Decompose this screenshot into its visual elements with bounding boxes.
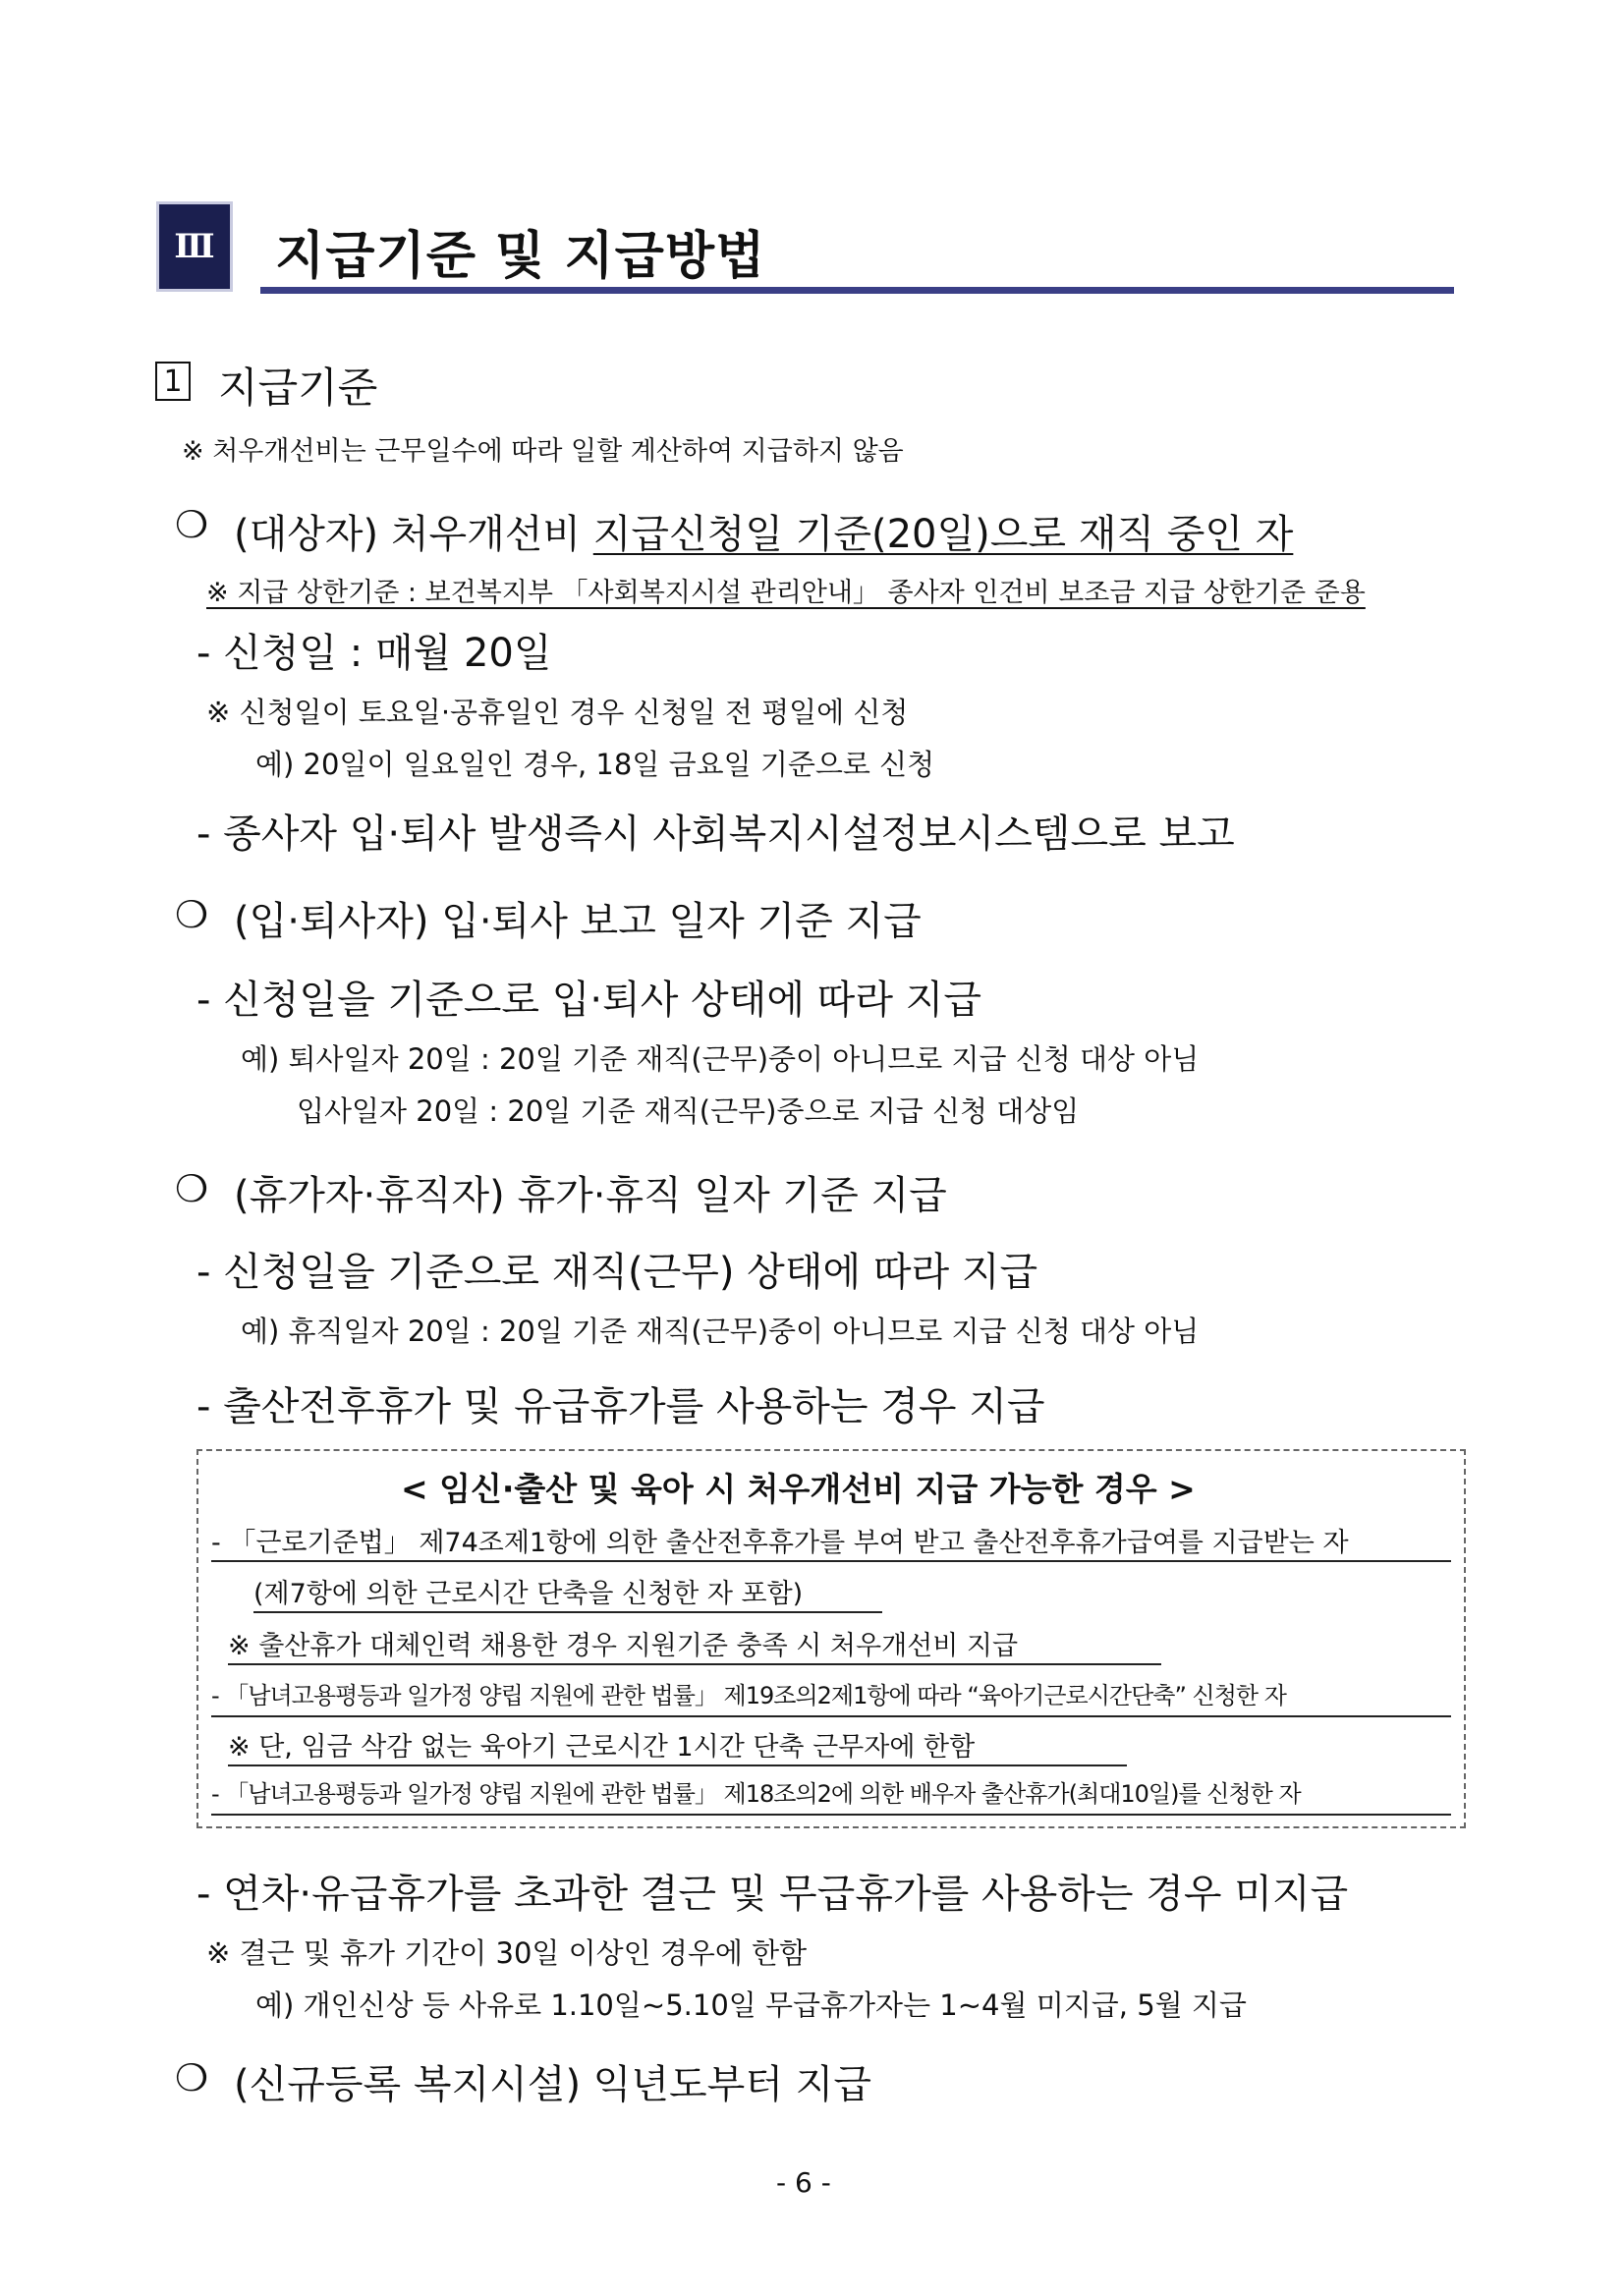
section-number-box: [155, 362, 191, 401]
chapter-underline: [260, 287, 1454, 294]
note-holiday: ※ 신청일이 토요일·공휴일인 경우 신청일 전 평일에 신청: [206, 696, 909, 729]
bullet-target-staff: [234, 503, 1293, 559]
dash-join-leave-status: - 신청일을 기준으로 입·퇴사 상태에 따라 지급: [196, 978, 981, 1023]
bullet-new-facility: (신규등록 복지시설) 익년도부터 지급: [234, 2062, 871, 2107]
dash-unpaid-leave: - 연차·유급휴가를 초과한 결근 및 무급휴가를 사용하는 경우 미지급: [196, 1872, 1349, 1917]
page-number: - 6 -: [776, 2166, 831, 2199]
dash-application-date: - 신청일 : 매월 20일: [196, 631, 552, 676]
dash-report: - 종사자 입·퇴사 발생즉시 사회복지시설정보시스템으로 보고: [196, 812, 1235, 857]
example-unpaid: 예) 개인신상 등 사유로 1.10일~5.10일 무급휴가자는 1~4월 미지급, 5월 지급: [255, 1988, 1247, 2022]
note-30-days: ※ 결근 및 휴가 기간이 30일 이상인 경우에 한함: [206, 1936, 808, 1970]
notice-row: - 「남녀고용평등과 일가정 양립 지원에 관한 법률」 제19조의2제1항에 따라 “육아기근로시간단축” 신청한 자: [211, 1676, 1451, 1717]
example-sunday: 예) 20일이 일요일인 경우, 18일 금요일 기준으로 신청: [255, 748, 935, 781]
notice-title: < 임신·출산 및 육아 시 처우개선비 지급 가능한 경우 >: [401, 1470, 1196, 1508]
notice-row: - 「남녀고용평등과 일가정 양립 지원에 관한 법률」 제18조의2에 의한 배우자 출산휴가(최대10일)를 신청한 자: [211, 1774, 1451, 1816]
chapter-number: Ⅲ: [174, 227, 215, 266]
notice-row: ※ 단, 임금 삭감 없는 육아기 근로시간 1시간 단축 근무자에 한함: [228, 1725, 1127, 1766]
dash-employment-status: - 신청일을 기준으로 재직(근무) 상태에 따라 지급: [196, 1250, 1038, 1295]
notice-row: ※ 출산휴가 대체인력 채용한 경우 지원기준 충족 시 처우개선비 지급: [228, 1624, 1161, 1665]
notice-row: (제7항에 의한 근로시간 단축을 신청한 자 포함): [253, 1572, 882, 1613]
note-daily-calc: ※ 처우개선비는 근무일수에 따라 일할 계산하여 지급하지 않음: [182, 436, 904, 467]
dash-maternity-paid-leave: - 출산전후휴가 및 유급휴가를 사용하는 경우 지급: [196, 1384, 1045, 1429]
bullet-target-underlined: 지급신청일 기준(20일)으로 재직 중인 자: [592, 512, 1294, 557]
example-join-date: 입사일자 20일 : 20일 기준 재직(근무)중으로 지급 신청 대상임: [297, 1094, 1080, 1128]
bullet-join-leave: (입·퇴사자) 입·퇴사 보고 일자 기준 지급: [234, 899, 922, 944]
bullet-leave-absence: (휴가자·휴직자) 휴가·휴직 일자 기준 지급: [234, 1173, 947, 1218]
note-cap-standard: ※ 지급 상한기준 : 보건복지부 「사회복지시설 관리안내」 종사자 인건비 보조금 지급 상한기준 준용: [206, 578, 1366, 608]
bullet-target-prefix: (대상자) 처우개선비: [234, 512, 593, 557]
bullet-icon: ❍: [175, 2056, 209, 2100]
example-absence-date: 예) 휴직일자 20일 : 20일 기준 재직(근무)중이 아니므로 지급 신청 대상 아님: [241, 1315, 1200, 1348]
notice-row: - 「근로기준법」 제74조제1항에 의한 출산전후휴가를 부여 받고 출산전후휴가급여를 지급받는 자: [211, 1521, 1451, 1562]
bullet-icon: ❍: [175, 893, 209, 936]
example-leave-date: 예) 퇴사일자 20일 : 20일 기준 재직(근무)중이 아니므로 지급 신청 대상 아님: [241, 1042, 1200, 1076]
chapter-number-box: [156, 201, 233, 292]
section-title: 지급기준: [218, 364, 378, 412]
section-number: 1: [163, 364, 183, 399]
bullet-icon: ❍: [175, 1167, 209, 1210]
bullet-icon: ❍: [175, 503, 209, 546]
chapter-title: 지급기준 및 지급방법: [275, 227, 766, 286]
